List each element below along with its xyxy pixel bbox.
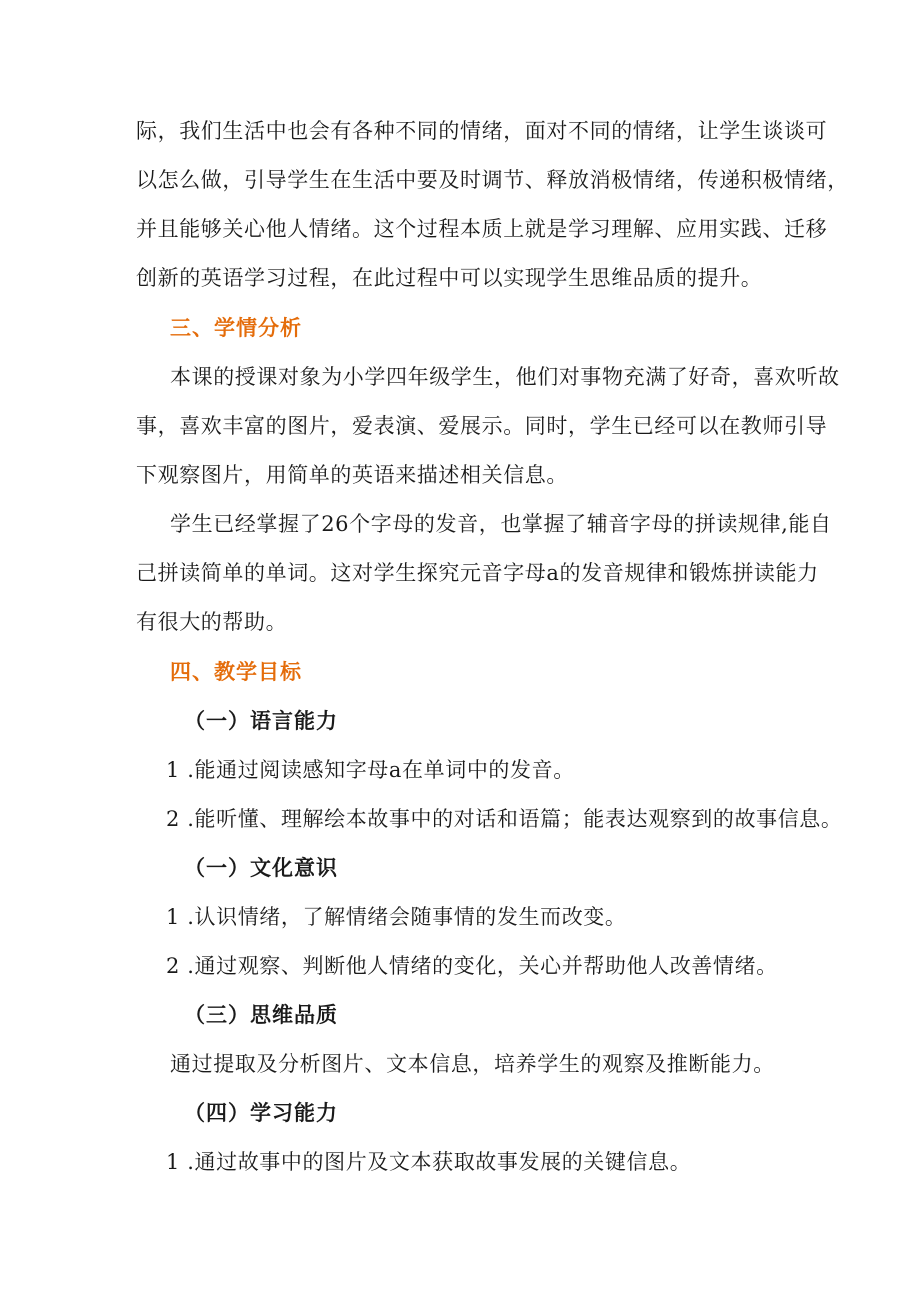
paragraph-line: 并且能够关心他人情绪。这个过程本质上就是学习理解、应用实践、迁移 <box>136 217 828 241</box>
subheading-cultural-awareness: （一）文化意识 <box>184 856 338 880</box>
paragraph-line: 有很大的帮助。 <box>136 610 288 634</box>
paragraph-line: 己拼读简单的单词。这对学生探究元音字母a的发音规律和锻炼拼读能力 <box>136 561 819 585</box>
list-item: 1 .通过故事中的图片及文本获取故事发展的关键信息。 <box>166 1150 692 1174</box>
section-heading-teaching-objectives: 四、教学目标 <box>170 660 302 684</box>
section-heading-student-analysis: 三、学情分析 <box>170 316 302 340</box>
list-item: 2 .能听懂、理解绘本故事中的对话和语篇；能表达观察到的故事信息。 <box>166 807 843 831</box>
paragraph-line: 以怎么做，引导学生在生活中要及时调节、释放消极情绪，传递积极情绪， <box>136 168 849 192</box>
list-item: 1 .认识情绪，了解情绪会随事情的发生而改变。 <box>166 905 627 929</box>
subheading-learning-ability: （四）学习能力 <box>184 1101 338 1125</box>
subheading-thinking-quality: （三）思维品质 <box>184 1003 338 1027</box>
paragraph-line: 下观察图片，用简单的英语来描述相关信息。 <box>136 463 568 487</box>
list-item: 1 .能通过阅读感知字母a在单词中的发音。 <box>166 758 575 782</box>
paragraph-line: 创新的英语学习过程，在此过程中可以实现学生思维品质的提升。 <box>136 266 763 290</box>
paragraph-line: 通过提取及分析图片、文本信息，培养学生的观察及推断能力。 <box>170 1052 775 1076</box>
subheading-language-ability: （一）语言能力 <box>184 709 338 733</box>
paragraph-line: 本课的授课对象为小学四年级学生，他们对事物充满了好奇，喜欢听故 <box>170 365 840 389</box>
paragraph-line: 事，喜欢丰富的图片，爱表演、爱展示。同时，学生已经可以在教师引导 <box>136 414 828 438</box>
list-item: 2 .通过观察、判断他人情绪的变化，关心并帮助他人改善情绪。 <box>166 954 778 978</box>
paragraph-line: 际，我们生活中也会有各种不同的情绪，面对不同的情绪，让学生谈谈可 <box>136 119 828 143</box>
paragraph-line: 学生已经掌握了26个字母的发音，也掌握了辅音字母的拼读规律,能自 <box>170 512 832 536</box>
